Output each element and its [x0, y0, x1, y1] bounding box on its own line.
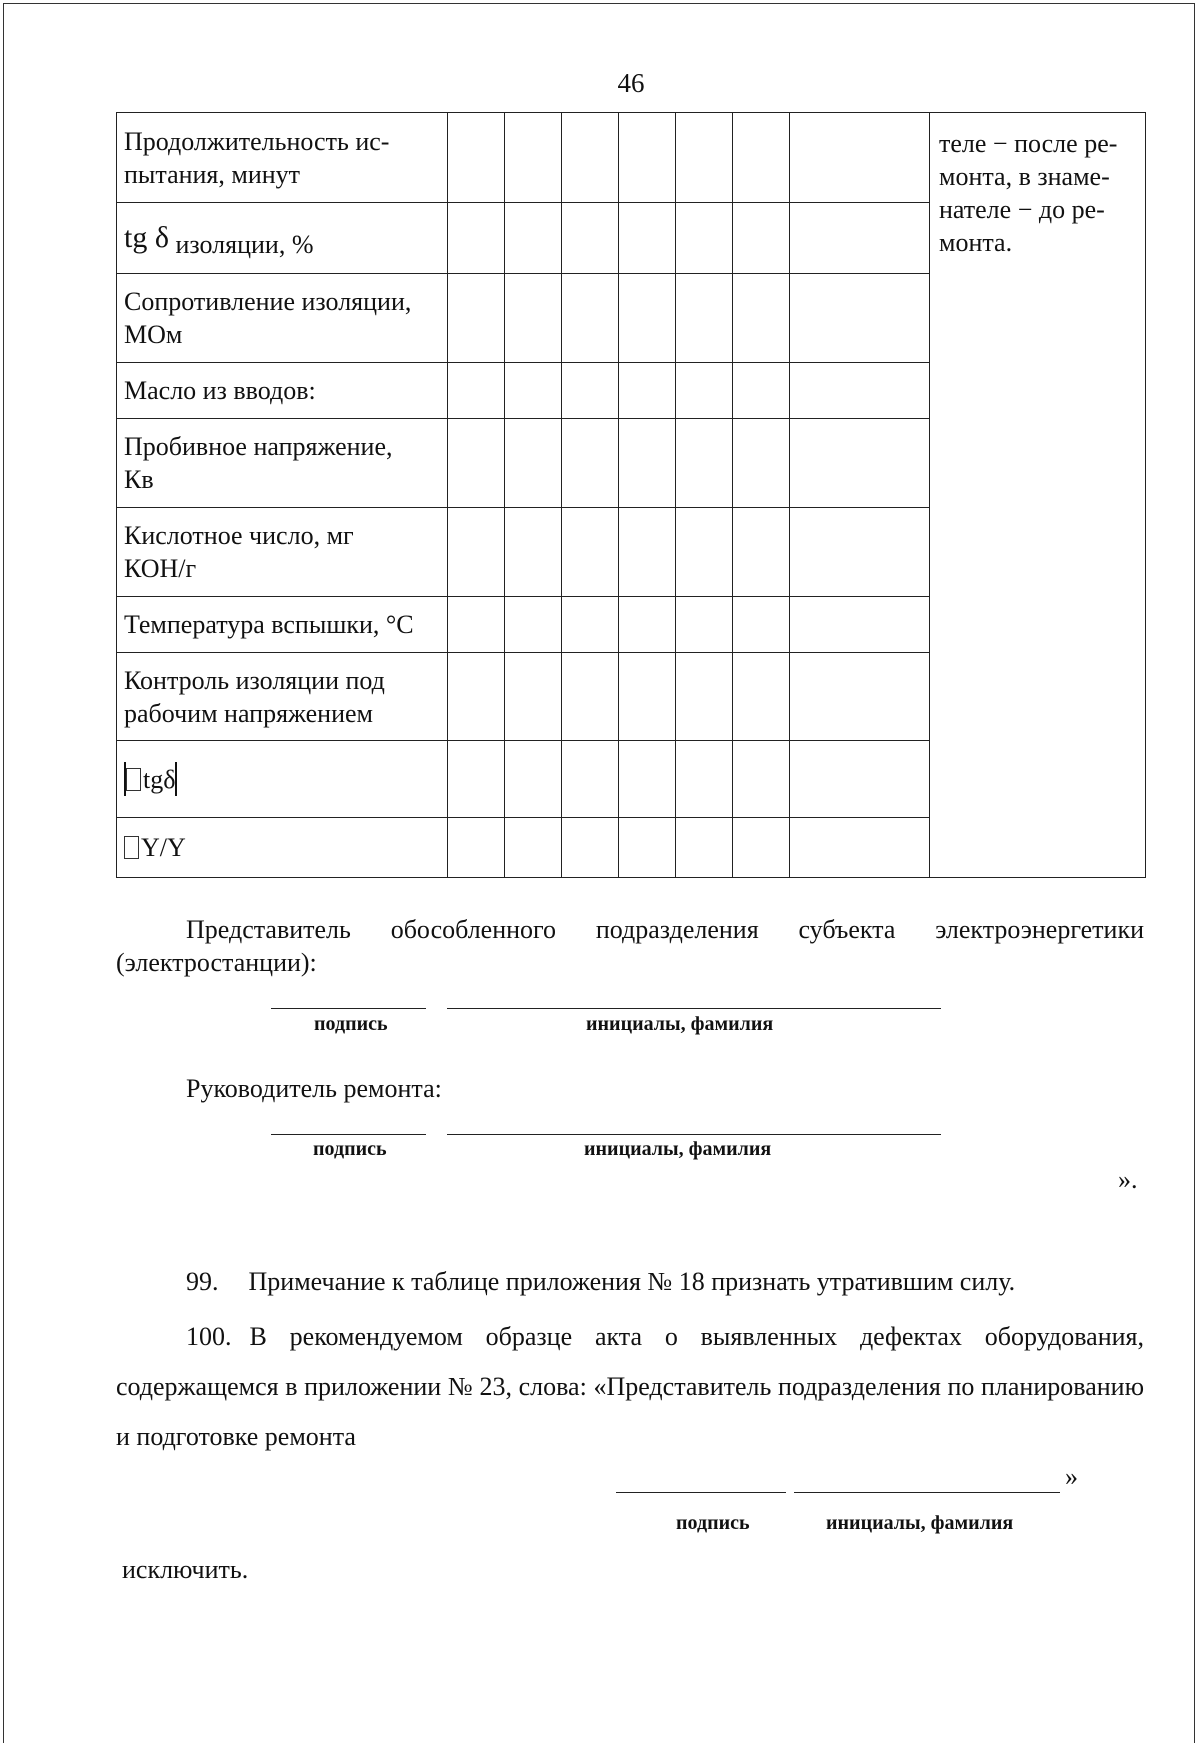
row-label-acid-number: Кислотное число, мг КОН/г — [117, 508, 448, 597]
table-cell — [448, 419, 505, 508]
signature-line — [616, 1492, 786, 1493]
table-cell — [733, 363, 790, 419]
row-label-breakdown-voltage: Пробивное напряжение, Кв — [117, 419, 448, 508]
row-label-delta-y: Y/Y — [117, 818, 448, 878]
name-line — [447, 1008, 941, 1009]
table-cell — [676, 419, 733, 508]
signature-caption: подпись — [676, 1512, 750, 1534]
table-cell — [676, 818, 733, 878]
table-cell — [448, 113, 505, 203]
row-label-flash-point: Температура вспышки, °С — [117, 597, 448, 653]
table-cell — [562, 274, 619, 363]
table-cell — [562, 653, 619, 741]
table-cell — [790, 653, 930, 741]
table-cell — [790, 818, 930, 878]
signature-line — [271, 1008, 426, 1009]
row-label-duration: Продолжительность ис- пытания, минут — [117, 113, 448, 203]
signature-line — [271, 1134, 426, 1135]
table-cell — [505, 113, 562, 203]
final-word: исключить. — [122, 1555, 249, 1584]
item-number: 100. — [186, 1322, 232, 1351]
table-cell — [619, 597, 676, 653]
table-cell — [562, 419, 619, 508]
table-cell — [733, 818, 790, 878]
table-cell — [619, 818, 676, 878]
row-label-insulation-resistance: Сопротивление изоляции, МОм — [117, 274, 448, 363]
row-label-insulation-control: Контроль изоляции под рабочим напряжением — [117, 653, 448, 741]
table-cell — [790, 203, 930, 274]
table-cell — [733, 113, 790, 203]
item-text: В рекомендуемом образце акта о выявленных дефектах оборудования, содержащемся в приложении № 23, слова: «Представитель подразделения по планированию и подготовке ремонта — [116, 1322, 1144, 1451]
table-cell — [676, 508, 733, 597]
repair-head-label: Руководитель ремонта: — [186, 1074, 442, 1103]
table-cell — [505, 419, 562, 508]
abs-bar-right — [175, 762, 177, 796]
table-cell — [619, 113, 676, 203]
table-cell — [505, 741, 562, 818]
closing-quote-item-100: » — [1065, 1462, 1078, 1491]
table-row — [117, 113, 1146, 203]
table-cell — [562, 113, 619, 203]
row-label-tg-delta: tg δ изоляции, % — [117, 203, 448, 274]
table-cell — [676, 363, 733, 419]
table-cell — [676, 653, 733, 741]
table-cell — [790, 363, 930, 419]
name-line — [447, 1134, 941, 1135]
table-cell — [448, 203, 505, 274]
table-cell — [790, 419, 930, 508]
table-cell — [448, 597, 505, 653]
table-cell — [733, 653, 790, 741]
closing-quote: ». — [1118, 1165, 1138, 1194]
missing-glyph-icon — [124, 836, 139, 859]
page-number: 46 — [617, 68, 645, 98]
table-cell — [619, 274, 676, 363]
table-cell — [619, 653, 676, 741]
name-line — [794, 1492, 1060, 1493]
signature-caption: подпись — [314, 1013, 388, 1035]
representative-label: Представитель обособленного подразделения субъекта электроэнергетики (электростанции): — [116, 915, 1144, 977]
item-100 — [116, 1312, 1144, 1462]
table-cell — [505, 363, 562, 419]
item-99 — [186, 1265, 1144, 1298]
table-cell — [562, 597, 619, 653]
table-cell — [790, 274, 930, 363]
table-cell — [562, 363, 619, 419]
missing-glyph-icon — [126, 768, 141, 791]
table-cell — [619, 363, 676, 419]
table-cell — [676, 741, 733, 818]
item-number: 99. — [186, 1267, 219, 1296]
table-cell — [562, 741, 619, 818]
table-cell — [505, 203, 562, 274]
table-cell — [505, 274, 562, 363]
table-cell — [448, 741, 505, 818]
table-cell — [448, 653, 505, 741]
table-cell — [733, 741, 790, 818]
table-cell — [562, 508, 619, 597]
table-cell — [733, 419, 790, 508]
table-note: теле − после ре- монта, в знаме- нателе − до ре- монта. — [930, 113, 1146, 878]
table-cell — [790, 113, 930, 203]
table-cell — [619, 741, 676, 818]
table-cell — [676, 274, 733, 363]
test-results-table — [116, 112, 1146, 878]
table-cell — [733, 203, 790, 274]
table-cell — [448, 363, 505, 419]
table-cell — [505, 818, 562, 878]
table-cell — [505, 597, 562, 653]
table-cell — [733, 597, 790, 653]
table-cell — [676, 203, 733, 274]
signature-caption: подпись — [313, 1138, 387, 1160]
table-cell — [790, 508, 930, 597]
table-cell — [790, 597, 930, 653]
table-cell — [676, 597, 733, 653]
name-caption: инициалы, фамилия — [584, 1138, 772, 1160]
table-cell — [448, 508, 505, 597]
name-caption: инициалы, фамилия — [826, 1512, 1014, 1534]
table-cell — [733, 508, 790, 597]
table-cell — [448, 274, 505, 363]
table-cell — [505, 508, 562, 597]
table-cell — [619, 419, 676, 508]
table-cell — [733, 274, 790, 363]
row-label-delta-tg: tgδ — [117, 741, 448, 818]
table-cell — [676, 113, 733, 203]
table-cell — [448, 818, 505, 878]
name-caption: инициалы, фамилия — [586, 1013, 774, 1035]
table-cell — [790, 741, 930, 818]
item-text: Примечание к таблице приложения № 18 признать утратившим силу. — [248, 1267, 1016, 1296]
table-cell — [562, 203, 619, 274]
table-cell — [619, 508, 676, 597]
row-label-oil: Масло из вводов: — [117, 363, 448, 419]
table-cell — [562, 818, 619, 878]
table-cell — [505, 653, 562, 741]
table-cell — [619, 203, 676, 274]
